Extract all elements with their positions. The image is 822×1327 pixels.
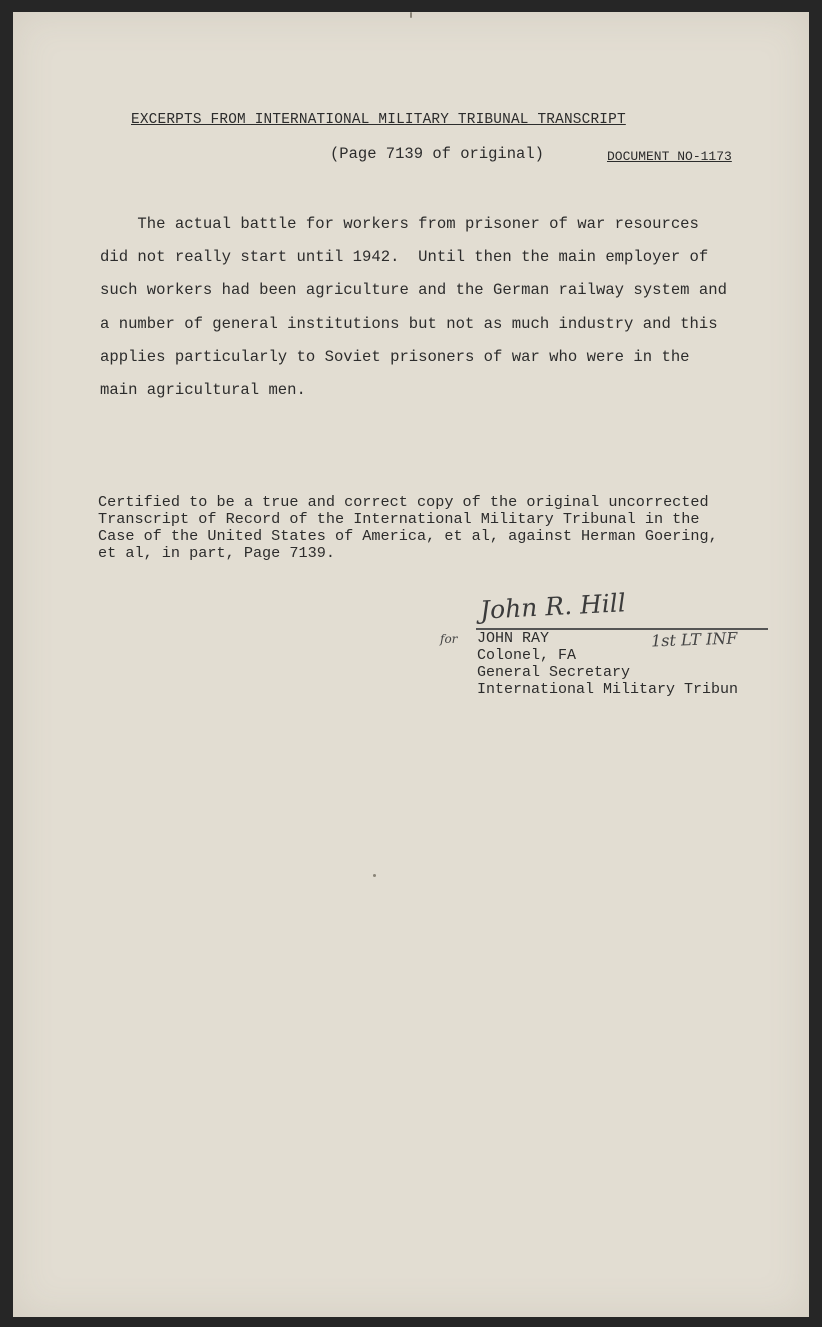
document-page xyxy=(13,12,809,1317)
signatory-block xyxy=(477,630,738,698)
body-line: main agricultural men. xyxy=(100,381,306,400)
certification-line: et al, in part, Page 7139. xyxy=(98,544,335,562)
signatory-line: Colonel, FA xyxy=(477,647,577,664)
rank-annotation: 1st LT INF xyxy=(650,628,738,651)
certification-line: Transcript of Record of the International Military Tribunal in the xyxy=(98,510,700,528)
signatory-line: International Military Tribun xyxy=(477,681,739,698)
document-title: EXCERPTS FROM INTERNATIONAL MILITARY TRIBUNAL TRANSCRIPT xyxy=(131,112,626,128)
certification-line: Certified to be a true and correct copy of the original uncorrected xyxy=(98,493,709,511)
body-line: a number of general institutions but not as much industry and this xyxy=(100,314,718,333)
certification-line: Case of the United States of America, et al, against Herman Goering, xyxy=(98,527,718,545)
document-number: DOCUMENT NO-1173 xyxy=(607,149,732,164)
signatory-line: General Secretary xyxy=(477,664,631,681)
body-line: applies particularly to Soviet prisoners of war who were in the xyxy=(100,347,690,366)
for-annotation: for xyxy=(440,632,458,646)
excerpt-body xyxy=(100,208,790,407)
body-line: The actual battle for workers from prisoner of war resources xyxy=(100,215,699,233)
body-line: such workers had been agriculture and the German railway system and xyxy=(100,281,727,300)
paper-speck xyxy=(373,874,376,877)
page-reference: (Page 7139 of original) xyxy=(330,145,544,163)
certification-statement xyxy=(98,494,718,562)
signatory-name: JOHN RAY xyxy=(477,630,550,647)
paper-speck xyxy=(410,12,412,18)
body-line: did not really start until 1942. Until then the main employer of xyxy=(100,248,709,267)
handwritten-signature: John R. Hill xyxy=(479,588,627,625)
